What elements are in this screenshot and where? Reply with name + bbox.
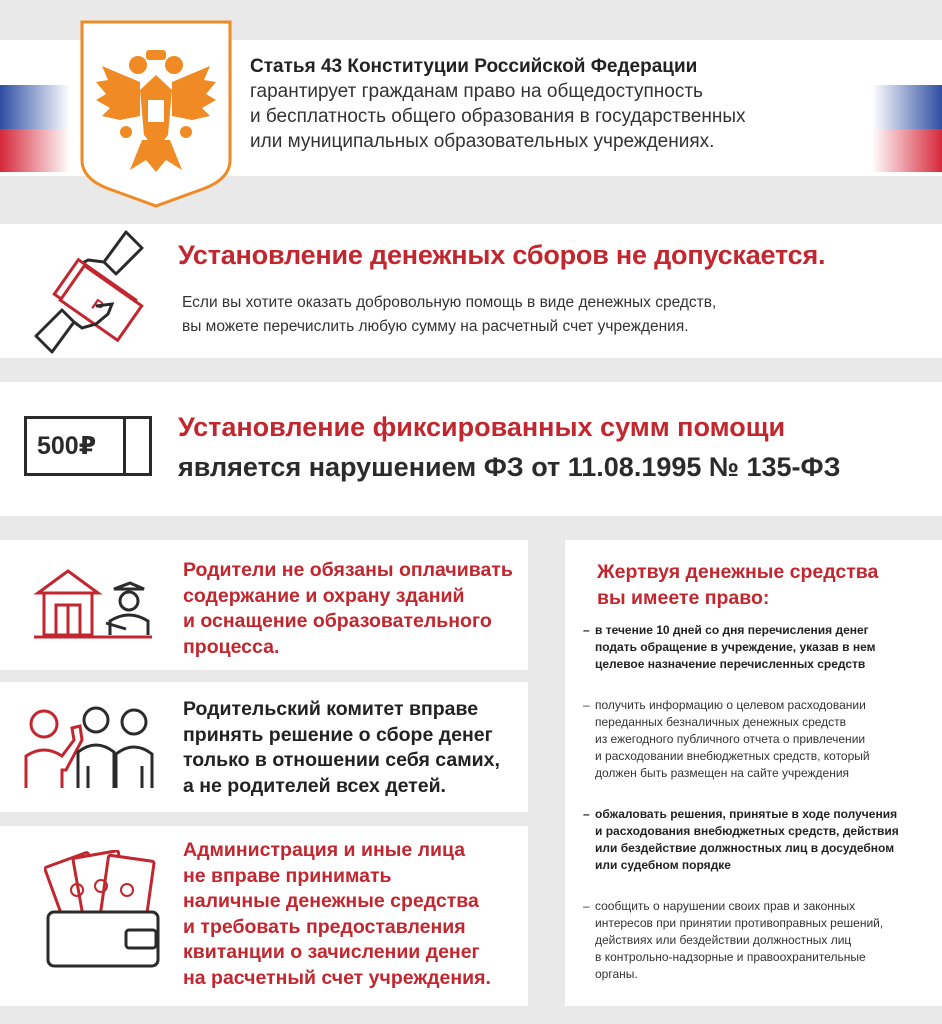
rights-item-line: и расходовании внебюджетных средств, который (595, 749, 870, 763)
rights-item-line: из ежегодного публичного отчета о привлечении (595, 732, 866, 746)
left-block-1-line: процесса. (183, 635, 280, 658)
rights-item-line: переданных безналичных денежных средств (595, 715, 847, 729)
rights-item-line: или судебном порядке (595, 858, 731, 872)
building-guard-icon (30, 565, 156, 649)
article-line-3: или муниципальных образовательных учреждениях. (250, 131, 715, 152)
left-block-2-line: принять решение о сборе денег (183, 723, 493, 746)
left-block-1-line: Родители не обязаны оплачивать (183, 559, 513, 581)
rights-item-line: или бездействие должностных лиц в досудебном (595, 841, 895, 855)
left-block-3-line: на расчетный счет учреждения. (183, 966, 491, 989)
rights-item-line: в течение 10 дней со дня перечисления денег (595, 623, 869, 637)
fees-body (182, 291, 882, 339)
fees-body-line-2: вы можете перечислить любую сумму на расчетный счет учреждения. (182, 318, 689, 335)
rights-item-dash: – (583, 807, 590, 821)
left-block-3-line: Администрация и иные лица (183, 839, 466, 861)
fixed-sums-title: Установление фиксированных сумм помощи (178, 412, 786, 442)
russian-flag-left (0, 42, 70, 172)
rights-title-line-1: Жертвуя денежные средства (597, 561, 879, 583)
rights-item-line: целевое назначение перечисленных средств (595, 657, 866, 671)
left-block-3-line: не вправе принимать (183, 864, 392, 887)
article-line-1: гарантирует гражданам право на общедоступность (250, 81, 703, 102)
rights-item-1 (583, 622, 908, 673)
rights-item-line: должен быть размещен на сайте учреждения (595, 766, 850, 780)
banknote-500-icon (24, 416, 152, 476)
left-block-2-line: а не родителей всех детей. (183, 774, 446, 797)
left-block-1-text (183, 558, 513, 660)
article-line-2: и бесплатность общего образования в государственных (250, 106, 746, 127)
rights-item-dash: – (583, 623, 590, 637)
article-text-block (250, 54, 830, 154)
left-block-3-line: и требовать предоставления (183, 915, 466, 938)
left-block-3-text (183, 838, 491, 991)
rights-item-line: действиях или бездействии должностных лиц (595, 933, 852, 947)
rights-item-line: и расходования внебюджетных средств, действия (595, 824, 899, 838)
rights-item-line: сообщить о нарушении своих прав и законных (595, 899, 856, 913)
left-block-3-line: квитанции о зачислении денег (183, 941, 480, 963)
left-block-1-line: и оснащение образовательного (183, 610, 492, 632)
rights-title (597, 560, 878, 611)
fixed-sums-subtitle: является нарушением ФЗ от 11.08.1995 № 135-ФЗ (178, 452, 841, 482)
left-block-3-line: наличные денежные средства (183, 890, 479, 912)
left-block-2-line: только в отношении себя самих, (183, 749, 500, 771)
fees-title: Установление денежных сборов не допускается. (178, 240, 826, 270)
people-vote-icon (22, 700, 162, 794)
rights-item-line: подать обращение в учреждение, указав в нем (595, 640, 876, 654)
article-title: Статья 43 Конституции Российской Федерации (250, 56, 698, 77)
rights-item-line: получить информацию о целевом расходовании (595, 698, 866, 712)
coat-of-arms-icon (80, 20, 232, 208)
rights-item-line: обжаловать решения, принятые в ходе получения (595, 807, 898, 821)
rights-item-dash: – (583, 899, 590, 913)
rights-item-line: органы. (595, 967, 638, 981)
left-block-2-line: Родительский комитет вправе (183, 698, 479, 720)
rights-item-line: в контрольно-надзорные и правоохранительные (595, 950, 866, 964)
banknote-label: 500₽ (37, 432, 97, 460)
left-block-2-text (183, 697, 500, 799)
wallet-money-icon (44, 850, 164, 970)
rights-item-dash: – (583, 698, 590, 712)
russian-flag-right (872, 42, 942, 172)
fees-body-line-1: Если вы хотите оказать добровольную помощь в виде денежных средств, (182, 294, 717, 311)
rights-item-4 (583, 898, 908, 983)
left-block-1-line: содержание и охрану зданий (183, 584, 465, 607)
rights-title-line-2: вы имеете право: (597, 586, 770, 609)
rights-item-line: интересов при принятии противоправных решений, (595, 916, 884, 930)
rights-item-3 (583, 806, 908, 874)
svg-text:Р: Р (88, 296, 107, 317)
rights-item-2 (583, 697, 908, 782)
hand-money-icon (30, 228, 150, 356)
